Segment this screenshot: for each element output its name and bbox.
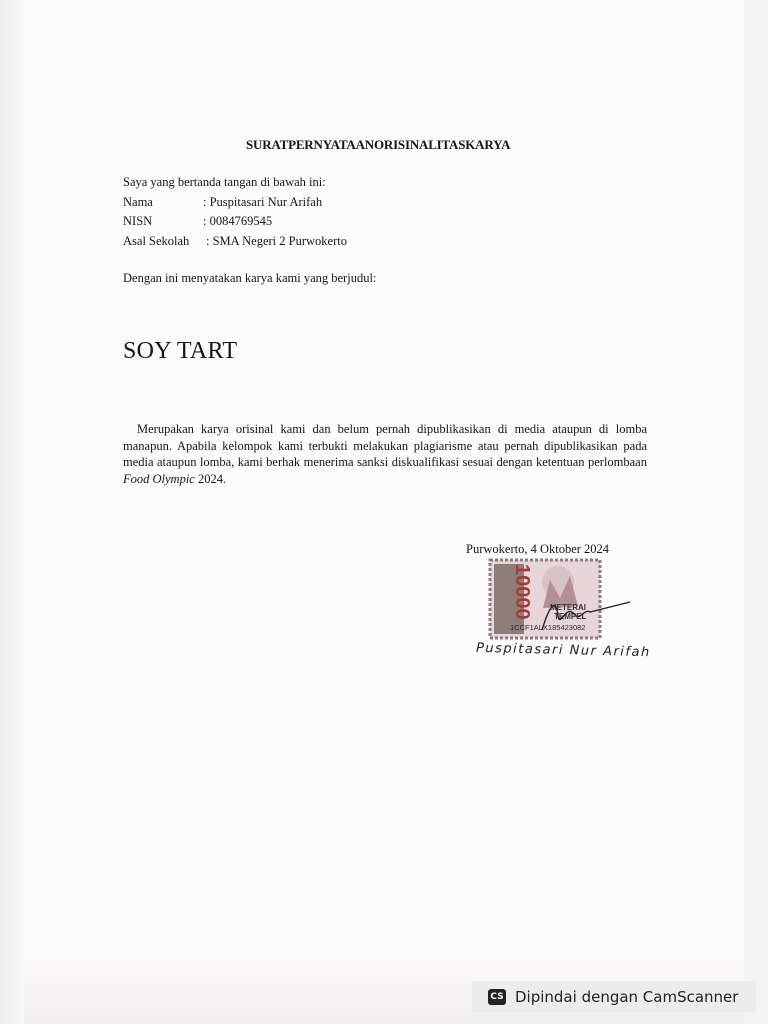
camscanner-watermark	[472, 981, 756, 1012]
watermark-text: Dipindai dengan CamScanner	[515, 987, 739, 1006]
stamp-line2: TEMPEL	[554, 612, 587, 621]
statement-text: Merupakan karya orisinal kami dan belum pernah dipublikasikan di media ataupun di lomba manapun. Apabila kelompok kami terbukti melakukan plagiarisme atau pernah dipublikasikan pada media ataupun lomba, kami berhak menerima sanksi diskualifikasi sesuai dengan ketentuan perlombaan	[123, 422, 647, 469]
field-label-nama: Nama	[123, 195, 153, 209]
scan-edge	[0, 0, 24, 1024]
place-date: Purwokerto, 4 Oktober 2024	[466, 542, 610, 556]
stamp-serial: 1CCF1ALX185423082	[510, 623, 586, 632]
signature-stroke	[540, 594, 634, 634]
competition-name: Food Olympic	[123, 471, 195, 486]
statement-end: 2024.	[194, 471, 227, 486]
field-value-school: : SMA Negeri 2 Purwokerto	[206, 234, 347, 248]
field-value-nama: : Puspitasari Nur Arifah	[203, 195, 323, 209]
document-page	[24, 0, 744, 1024]
field-label-nisn: NISN	[123, 214, 153, 228]
product-title: SOY TART	[123, 338, 238, 364]
signature-name: Puspitasari Nur Arifah	[475, 640, 651, 661]
field-label-school: Asal Sekolah	[123, 234, 190, 248]
camscanner-icon: CS	[488, 989, 506, 1005]
field-value-nisn: : 0084769545	[203, 214, 273, 228]
stamp-value: 10000	[511, 564, 533, 620]
statement-paragraph	[123, 421, 647, 487]
document-title: SURATPERNYATAANORISINALITASKARYA	[246, 137, 511, 152]
declaration-text: Dengan ini menyatakan karya kami yang berjudul:	[123, 271, 377, 285]
stamp-line1: METERAI	[550, 603, 586, 612]
intro-text: Saya yang bertanda tangan di bawah ini:	[123, 175, 326, 189]
